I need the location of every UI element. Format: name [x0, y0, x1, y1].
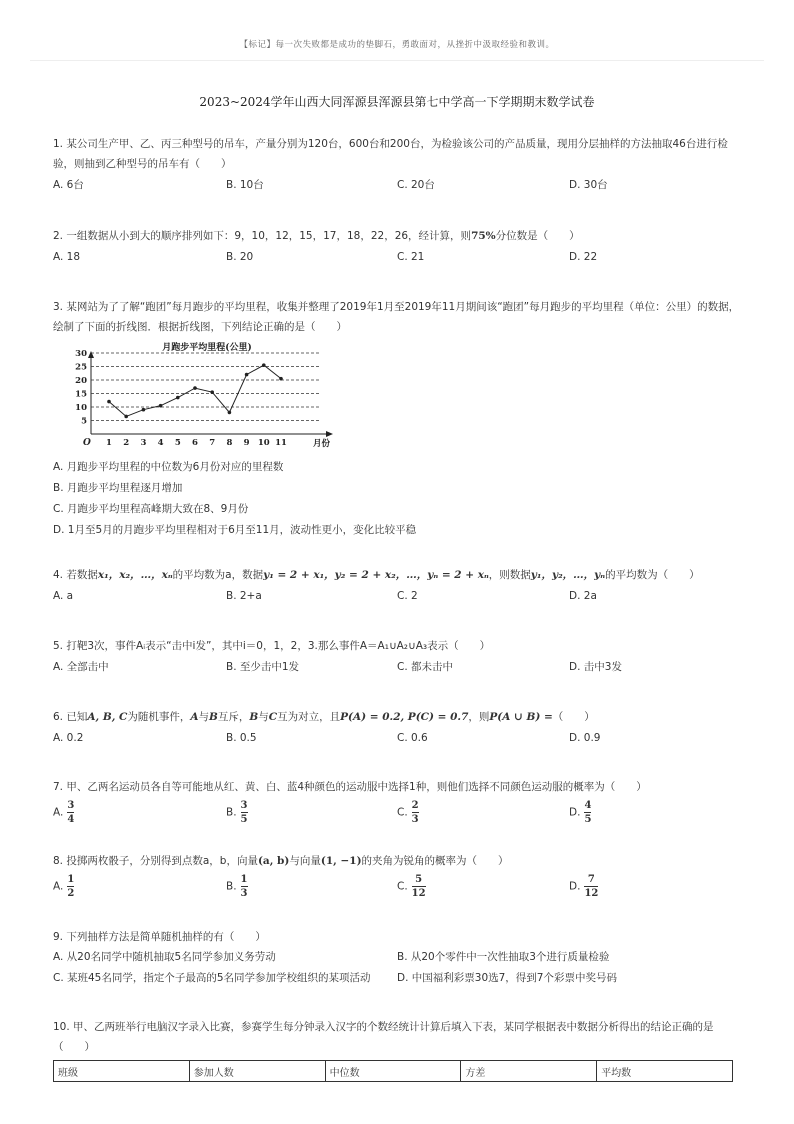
- stem-text: 与: [258, 711, 269, 723]
- stem-text: 8. 投掷两枚骰子，分别得到点数a，b，向量: [53, 855, 258, 867]
- question-2-options: [53, 247, 743, 269]
- option-c[interactable]: C. 0.6: [397, 732, 428, 744]
- numerator: 3: [240, 800, 248, 811]
- option-letter: C.: [397, 806, 408, 819]
- question-3-stem: 3. 某网站为了了解“跑团”每月跑步的平均里程，收集并整理了2019年1月至2019年11月期间该“跑团”每月跑步的平均里程（单位：公里）的数据，绘制了下面的折线图．根据折线图，下列结论正确的是（ ）: [53, 301, 740, 333]
- option-a[interactable]: A. a: [53, 590, 74, 602]
- x-tick-label: 3: [140, 438, 147, 448]
- stem-text: 的平均数为a，数据: [172, 569, 264, 581]
- line-chart-svg: [67, 341, 347, 453]
- question-8: [53, 851, 743, 906]
- option-b[interactable]: B. 0.5: [226, 732, 257, 744]
- option-d[interactable]: [569, 800, 591, 825]
- question-5-options: [53, 657, 743, 679]
- stem-text: 为随机事件，: [127, 711, 191, 723]
- stem-text: 分位数是（ ）: [495, 230, 580, 242]
- question-6-stem: [53, 707, 743, 727]
- option-b[interactable]: B. 从20个零件中一次性抽取3个进行质量检验: [397, 951, 610, 963]
- page-title: 2023~2024学年山西大同浑源县浑源县第七中学高一下学期期末数学试卷: [199, 95, 595, 109]
- question-9-stem: 9. 下列抽样方法是简单随机抽样的有（ ）: [53, 931, 266, 943]
- fraction-bar: [584, 886, 598, 887]
- fraction: [412, 800, 419, 825]
- denominator: 5: [240, 814, 248, 825]
- data-point: [210, 390, 214, 394]
- table-header-cell: 中位数: [325, 1061, 461, 1082]
- y-tick-label: 30: [75, 349, 87, 359]
- option-c[interactable]: [397, 874, 426, 899]
- y-axis-arrow: [88, 351, 94, 358]
- numerator: 5: [415, 874, 423, 885]
- question-6-options: [53, 728, 743, 750]
- data-point: [245, 373, 249, 377]
- option-b[interactable]: B. 10台: [226, 179, 264, 191]
- question-4-stem: [53, 565, 743, 585]
- question-8-stem: [53, 851, 743, 871]
- fraction: [412, 874, 426, 899]
- math-expression: 75%: [471, 230, 496, 242]
- numerator: 3: [67, 800, 75, 811]
- numerator: 2: [411, 800, 419, 811]
- x-tick-label: 10: [257, 438, 270, 448]
- chart-title: 月跑步平均里程(公里): [162, 343, 252, 353]
- option-letter: D.: [569, 880, 581, 893]
- denominator: 2: [67, 888, 75, 899]
- numerator: 1: [67, 874, 75, 885]
- option-c[interactable]: [397, 800, 419, 825]
- data-point: [279, 377, 283, 381]
- fraction: [241, 874, 248, 899]
- option-a[interactable]: A. 0.2: [53, 732, 84, 744]
- fraction-bar: [67, 812, 74, 813]
- fraction: [241, 800, 248, 825]
- stem-text: 与向量: [289, 855, 321, 867]
- y-tick-label: 15: [75, 389, 87, 400]
- question-1-options: [53, 175, 743, 197]
- x-tick-label: 9: [243, 438, 250, 448]
- y-tick-label: 20: [75, 376, 87, 386]
- fraction-bar: [584, 812, 591, 813]
- fraction-bar: [241, 886, 248, 887]
- question-4-options: [53, 586, 743, 608]
- x-axis-arrow: [326, 431, 333, 437]
- table-header-cell: 平均数: [597, 1061, 733, 1082]
- option-b[interactable]: [226, 800, 248, 825]
- option-a[interactable]: [53, 874, 74, 899]
- data-point: [107, 400, 111, 404]
- option-a[interactable]: A. 月跑步平均里程的中位数为6月份对应的里程数: [53, 461, 284, 473]
- option-b[interactable]: B. 2+a: [226, 590, 262, 602]
- x-tick-label: 4: [157, 438, 164, 448]
- question-4: [53, 565, 743, 608]
- math-expression: y₁，y₂，…，yₙ: [530, 569, 606, 581]
- option-a[interactable]: A. 从20名同学中随机抽取5名同学参加义务劳动: [53, 951, 276, 963]
- numerator: 1: [240, 874, 248, 885]
- stem-text: 4. 若数据: [53, 569, 98, 581]
- data-point: [159, 404, 163, 408]
- option-a[interactable]: [53, 800, 74, 825]
- denominator: 3: [411, 814, 419, 825]
- math-expression: y₁ = 2 + x₁，y₂ = 2 + x₂，…，yₙ = 2 + xₙ: [263, 569, 489, 581]
- fraction: [67, 800, 74, 825]
- x-tick-label: 11: [275, 438, 287, 448]
- option-c[interactable]: C. 20台: [397, 179, 435, 191]
- stem-text: 6. 已知: [53, 711, 88, 723]
- option-letter: B.: [226, 880, 237, 893]
- question-3-options: [53, 457, 743, 541]
- y-tick-label: 25: [75, 362, 87, 373]
- math-expression: P(A) = 0.2, P(C) = 0.7: [340, 711, 469, 723]
- header-divider: [30, 60, 764, 61]
- question-10: [53, 1017, 743, 1057]
- header-note: 【标记】每一次失败都是成功的垫脚石，勇敢面对，从挫折中汲取经验和教训。: [239, 40, 555, 50]
- option-c[interactable]: C. 都未击中: [397, 661, 454, 673]
- denominator: 12: [584, 888, 599, 899]
- data-point: [176, 396, 180, 400]
- x-tick-label: 7: [209, 438, 216, 448]
- option-letter: A.: [53, 806, 64, 819]
- data-point: [193, 386, 197, 390]
- stem-text: 互为对立，且: [277, 711, 341, 723]
- data-point: [262, 363, 266, 367]
- table-header-row: [54, 1061, 733, 1082]
- denominator: 4: [67, 814, 75, 825]
- question-8-options: [53, 872, 743, 906]
- question-7-stem: 7. 甲、乙两名运动员各自等可能地从红、黄、白、蓝4种颜色的运动服中选择1种，则他们选择不同颜色运动服的概率为（ ）: [53, 781, 647, 793]
- denominator: 12: [411, 888, 426, 899]
- option-c[interactable]: C. 2: [397, 590, 418, 602]
- option-a[interactable]: A. 6台: [53, 179, 84, 191]
- question-3: [53, 297, 743, 541]
- data-point: [124, 415, 128, 419]
- option-b[interactable]: B. 20: [226, 251, 254, 263]
- x-tick-label: 8: [226, 438, 233, 448]
- stem-text: 互斥，: [217, 711, 250, 723]
- question-9-options-row-1: [53, 947, 743, 968]
- fraction-bar: [412, 812, 419, 813]
- math-expression: (1, −1): [320, 855, 362, 867]
- stem-text: 与: [198, 711, 210, 723]
- option-d[interactable]: D. 22: [569, 251, 598, 263]
- stem-text: 2. 一组数据从小到大的顺序排列如下：9，10，12，15，17，18，22，26，经计算，则: [53, 230, 472, 242]
- series-line: [109, 365, 281, 416]
- option-d[interactable]: D. 1月至5月的月跑步平均里程相对于6月至11月，波动性更小，变化比较平稳: [53, 524, 417, 536]
- option-d[interactable]: [569, 874, 598, 899]
- stem-text: 的平均数为（ ）: [605, 569, 700, 581]
- option-a[interactable]: A. 18: [53, 251, 81, 263]
- math-expression: A, B, C: [87, 711, 128, 723]
- x-tick-label: 5: [174, 438, 181, 448]
- table-header-cell: 方差: [461, 1061, 597, 1082]
- question-7-options: [53, 798, 743, 832]
- question-2-stem: [53, 226, 743, 246]
- question-1: [53, 134, 743, 197]
- data-point: [228, 411, 232, 415]
- option-letter: A.: [53, 880, 64, 893]
- stem-text: 的夹角为锐角的概率为（ ）: [361, 855, 509, 867]
- option-b[interactable]: B. 至少击中1发: [226, 661, 300, 673]
- math-expression: B: [249, 711, 259, 723]
- fraction-bar: [412, 886, 426, 887]
- line-chart: [67, 341, 347, 453]
- fraction: [67, 874, 74, 899]
- option-d[interactable]: D. 0.9: [569, 732, 601, 744]
- question-9-options-row-2: [53, 968, 743, 989]
- table-header-cell: 班级: [54, 1061, 190, 1082]
- denominator: 5: [584, 814, 592, 825]
- question-2: [53, 226, 743, 269]
- fraction-bar: [67, 886, 74, 887]
- option-d[interactable]: D. 中国福利彩票30选7，得到7个彩票中奖号码: [397, 972, 617, 984]
- table-header-cell: 参加人数: [189, 1061, 325, 1082]
- math-expression: P(A ∪ B) =: [489, 711, 553, 723]
- fraction: [584, 800, 591, 825]
- question-1-stem: 1. 某公司生产甲、乙、丙三种型号的吊车，产量分别为120台，600台和200台，为检验该公司的产品质量，现用分层抽样的方法抽取46台进行检验，则抽到乙种型号的吊车有（ ）: [53, 138, 728, 170]
- option-c[interactable]: C. 21: [397, 251, 425, 263]
- stem-text: （ ）: [552, 711, 595, 723]
- option-a[interactable]: A. 全部击中: [53, 661, 109, 673]
- option-c[interactable]: C. 某班45名同学，指定个子最高的5名同学参加学校组织的某项活动: [53, 972, 371, 984]
- x-tick-label: 1: [106, 438, 112, 448]
- question-5-stem: 5. 打靶3次，事件Aᵢ表示“击中i发”，其中i＝0，1，2，3.那么事件A＝A₁∪A₂∪A₃表示（ ）: [53, 640, 491, 652]
- data-table: [53, 1060, 733, 1082]
- y-tick-label: 5: [81, 416, 87, 427]
- stem-text: ，则: [468, 711, 490, 723]
- question-7: [53, 777, 743, 832]
- math-expression: A: [190, 711, 199, 723]
- math-expression: C: [268, 711, 278, 723]
- question-6: [53, 707, 743, 750]
- option-c[interactable]: C. 月跑步平均里程高峰期大致在8、9月份: [53, 503, 249, 515]
- data-point: [142, 408, 146, 412]
- math-expression: (a, b): [257, 855, 290, 867]
- option-letter: C.: [397, 880, 408, 893]
- fraction: [584, 874, 598, 899]
- fraction-bar: [241, 812, 248, 813]
- question-5: [53, 636, 743, 679]
- question-10-stem: 10. 甲、乙两班举行电脑汉字录入比赛，参赛学生每分钟录入汉字的个数经统计计算后填入下表，某同学根据表中数据分析得出的结论正确的是（ ）: [53, 1021, 714, 1053]
- option-letter: B.: [226, 806, 237, 819]
- numerator: 4: [584, 800, 592, 811]
- option-d[interactable]: D. 击中3发: [569, 661, 622, 673]
- stem-text: ，则数据: [488, 569, 531, 581]
- option-b[interactable]: [226, 874, 248, 899]
- y-tick-label: 10: [75, 403, 87, 413]
- question-9: [53, 927, 743, 989]
- math-expression: B: [209, 711, 218, 723]
- option-d[interactable]: D. 2a: [569, 590, 597, 602]
- numerator: 7: [587, 874, 595, 885]
- option-letter: D.: [569, 806, 581, 819]
- math-expression: x₁，x₂，…，xₙ: [97, 569, 173, 581]
- option-d[interactable]: D. 30台: [569, 179, 608, 191]
- denominator: 3: [240, 888, 248, 899]
- x-tick-label: 6: [192, 438, 198, 448]
- x-tick-label: 2: [123, 438, 130, 448]
- option-b[interactable]: B. 月跑步平均里程逐月增加: [53, 482, 183, 494]
- origin-label: O: [83, 438, 91, 448]
- x-axis-label: 月份: [313, 439, 331, 449]
